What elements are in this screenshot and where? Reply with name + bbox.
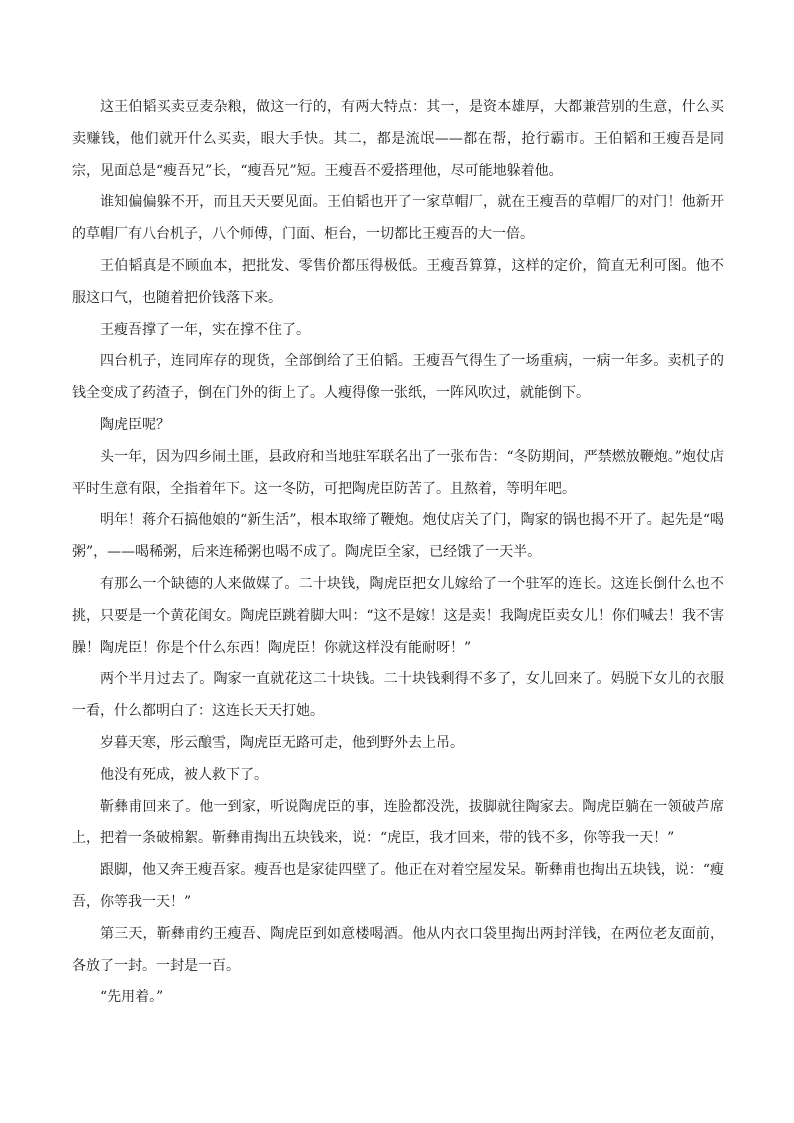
paragraph: 头一年，因为四乡闹土匪，县政府和当地驻军联名出了一张布告：“冬防期间，严禁燃放鞭炮。”炮仗店平时生意有限，全指着年下。这一冬防，可把陶虎臣防苦了。且熬着，等明年吧。 (72, 448, 724, 497)
paragraph: 跟脚，他又奔王瘦吾家。瘦吾也是家徒四壁了。他正在对着空屋发呆。靳彝甫也掏出五块钱，说：“瘦吾，你等我一天！” (72, 862, 724, 910)
story-body (72, 92, 724, 1014)
paragraph: 岁暮天寒，彤云酿雪，陶虎臣无路可走，他到野外去上吊。 (100, 734, 464, 751)
paragraph: 第三天，靳彝甫约王瘦吾、陶虎臣到如意楼喝酒。他从内衣口袋里掏出两封洋钱，在两位老友面前，各放了一封。一封是一百。 (72, 925, 724, 974)
paragraph: 明年！蒋介石搞他娘的“新生活”，根本取缔了鞭炮。炮仗店关了门，陶家的锅也揭不开了。起先是“喝粥”，——喝稀粥，后来连稀粥也喝不成了。陶虎臣全家，已经饿了一天半。 (72, 512, 724, 561)
paragraph: 靳彝甫回来了。他一到家，听说陶虎臣的事，连脸都没洗，拔脚就往陶家去。陶虎臣躺在一领破芦席上，把着一条破棉絮。靳彝甫掏出五块钱来，说：“虎臣，我才回来，带的钱不多，你等我一天！” (72, 798, 724, 847)
paragraph: 王伯韬真是不顾血本，把批发、零售价都压得极低。王瘦吾算算，这样的定价，简直无利可图。他不服这口气，也随着把价钱落下来。 (72, 257, 724, 306)
paragraph: 王瘦吾撑了一年，实在撑不住了。 (100, 321, 310, 338)
paragraph: 他没有死成，被人救下了。 (100, 766, 268, 783)
paragraph: 陶虎臣呢？ (100, 416, 170, 433)
paragraph: 两个半月过去了。陶家一直就花这二十块钱。二十块钱剩得不多了，女儿回来了。妈脱下女儿的衣服一看，什么都明白了：这连长天天打她。 (72, 671, 724, 720)
paragraph: 四台机子，连同库存的现货，全部倒给了王伯韬。王瘦吾气得生了一场重病，一病一年多。卖机子的钱全变成了药渣子，倒在门外的街上了。人瘦得像一张纸，一阵风吹过，就能倒下。 (72, 353, 724, 402)
paragraph: 有那么一个缺德的人来做媒了。二十块钱，陶虎臣把女儿嫁给了一个驻军的连长。这连长倒什么也不挑，只要是一个黄花闺女。陶虎臣跳着脚大叫：“这不是嫁！这是卖！我陶虎臣卖女儿！你们喊去！我不害臊！陶虎臣！你是个什么东西！陶虎臣！你就这样没有能耐呀！” (72, 575, 724, 656)
paragraph: “先用着。” (100, 989, 164, 1006)
paragraph: 谁知偏偏躲不开，而且天天要见面。王伯韬也开了一家草帽厂，就在王瘦吾的草帽厂的对门！他新开的草帽厂有八台机子，八个师傅，门面、柜台，一切都比王瘦吾的大一倍。 (72, 194, 724, 243)
paragraph: 这王伯韬买卖豆麦杂粮，做这一行的，有两大特点：其一，是资本雄厚，大都兼营别的生意，什么买卖赚钱，他们就开什么买卖，眼大手快。其二，都是流氓——都在帮，抢行霸市。王伯韬和王瘦吾是同宗，见面总是“瘦吾兄”长，“瘦吾兄”短。王瘦吾不爱搭理他，尽可能地躲着他。 (72, 99, 724, 179)
